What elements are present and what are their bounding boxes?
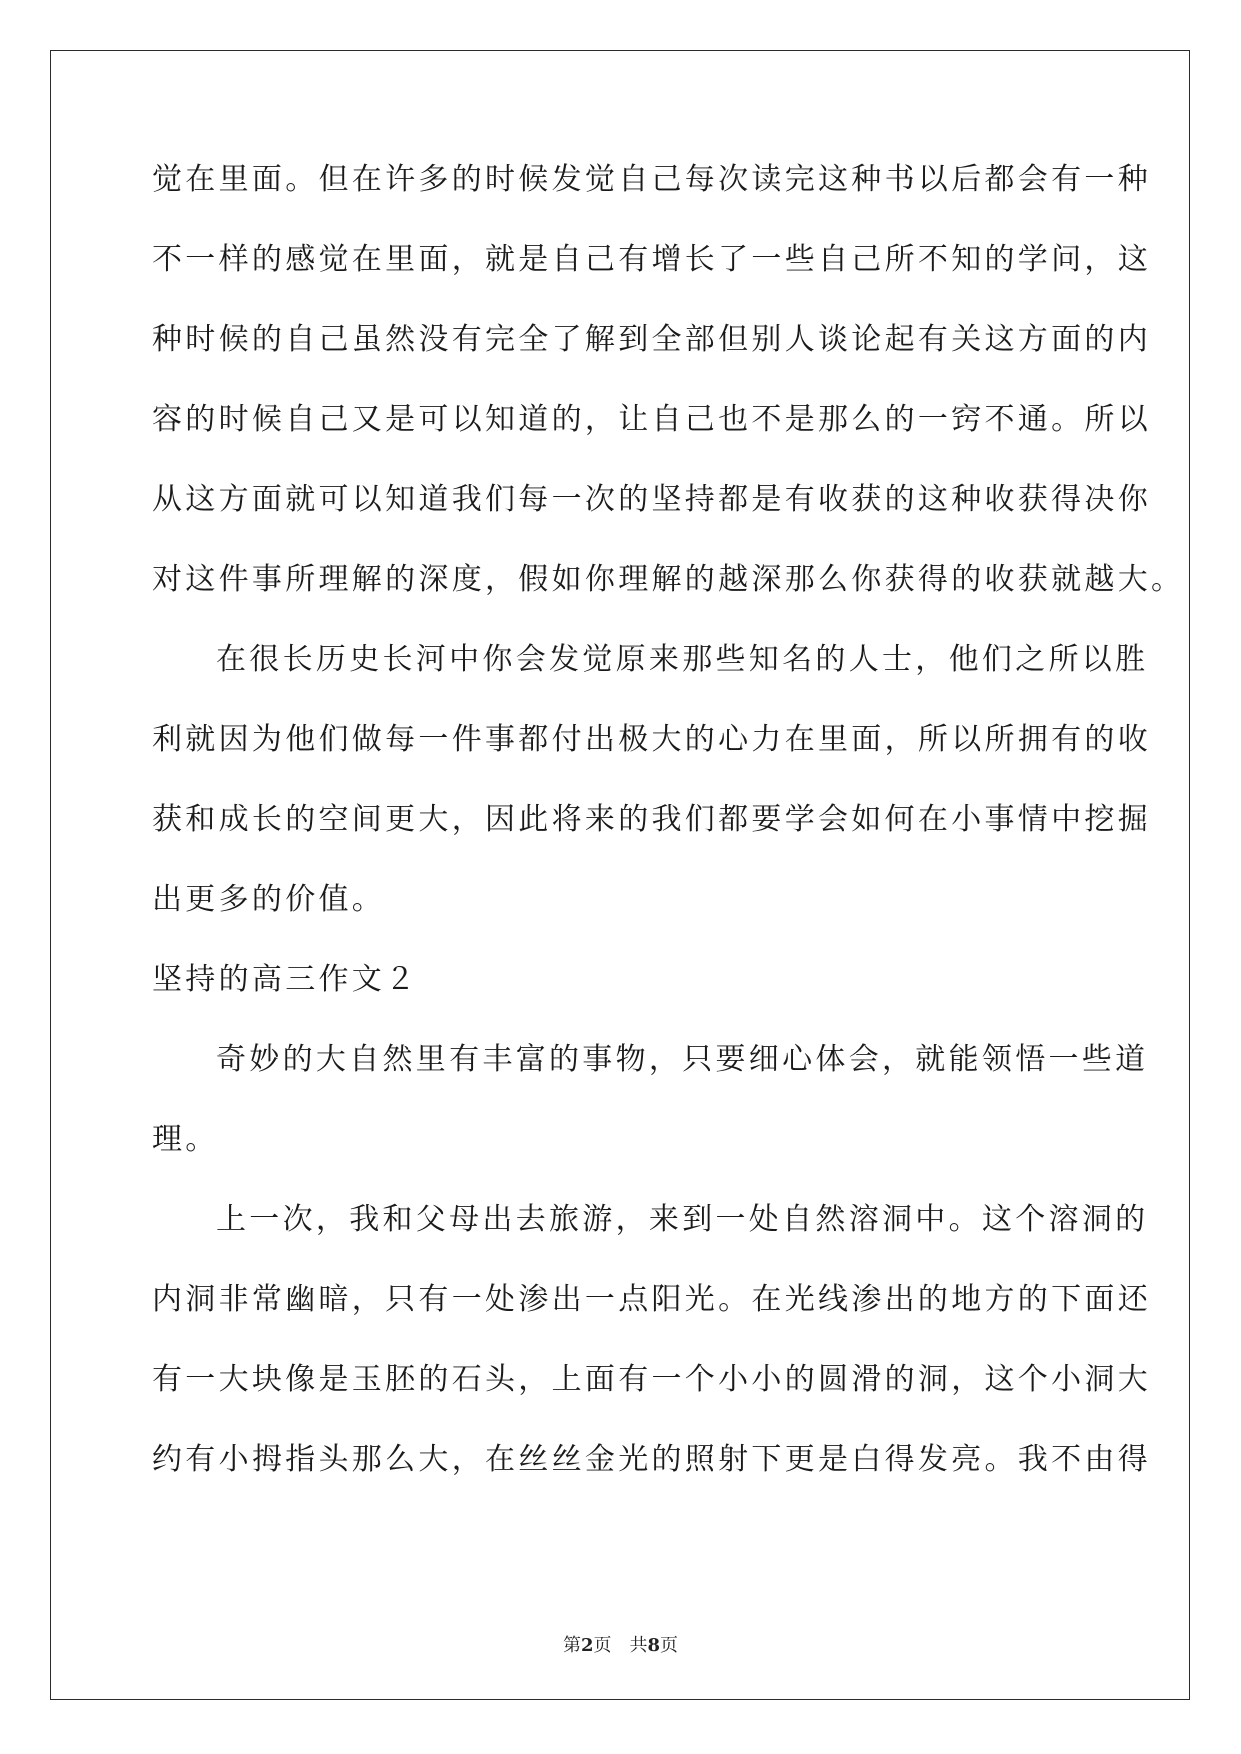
text-line-12: 奇妙的大自然里有丰富的事物，只要细心体会，就能领悟一些道 (216, 1042, 1149, 1077)
current-page-number: 2 (580, 1635, 594, 1656)
text-line-5: 从这方面就可以知道我们每一次的坚持都是有收获的这种收获得决你 (152, 482, 1151, 517)
footer-total-suffix: 页 (660, 1635, 679, 1656)
footer-page-suffix: 页 (593, 1635, 612, 1656)
text-line-17: 约有小拇指头那么大，在丝丝金光的照射下更是白得发亮。我不由得 (152, 1442, 1151, 1477)
text-line-14: 上一次，我和父母出去旅游，来到一处自然溶洞中。这个溶洞的 (216, 1202, 1149, 1237)
text-line-7: 在很长历史长河中你会发觉原来那些知名的人士，他们之所以胜 (216, 642, 1149, 677)
footer-total-prefix: 共 (629, 1635, 648, 1656)
page-footer (0, 1634, 1241, 1658)
total-page-number: 8 (647, 1635, 661, 1656)
text-line-1: 觉在里面。但在许多的时候发觉自己每次读完这种书以后都会有一种 (152, 162, 1151, 197)
text-line-13: 理。 (152, 1122, 219, 1157)
text-line-15: 内洞非常幽暗，只有一处渗出一点阳光。在光线渗出的地方的下面还 (152, 1282, 1151, 1317)
footer-prefix: 第 (562, 1635, 581, 1656)
text-line-6: 对这件事所理解的深度，假如你理解的越深那么你获得的收获就越大。 (152, 562, 1185, 597)
text-line-2: 不一样的感觉在里面，就是自己有增长了一些自己所不知的学问，这 (152, 242, 1151, 277)
text-line-9: 获和成长的空间更大，因此将来的我们都要学会如何在小事情中挖掘 (152, 802, 1151, 837)
text-line-8: 利就因为他们做每一件事都付出极大的心力在里面，所以所拥有的收 (152, 722, 1151, 757)
document-body (152, 160, 1185, 1520)
text-line-3: 种时候的自己虽然没有完全了解到全部但别人谈论起有关这方面的内 (152, 322, 1151, 357)
text-line-4: 容的时候自己又是可以知道的，让自己也不是那么的一窍不通。所以 (152, 402, 1151, 437)
text-line-16: 有一大块像是玉胚的石头，上面有一个小小的圆滑的洞，这个小洞大 (152, 1362, 1151, 1397)
section-heading: 坚持的高三作文２ (152, 962, 419, 997)
text-line-10: 出更多的价值。 (152, 882, 386, 917)
